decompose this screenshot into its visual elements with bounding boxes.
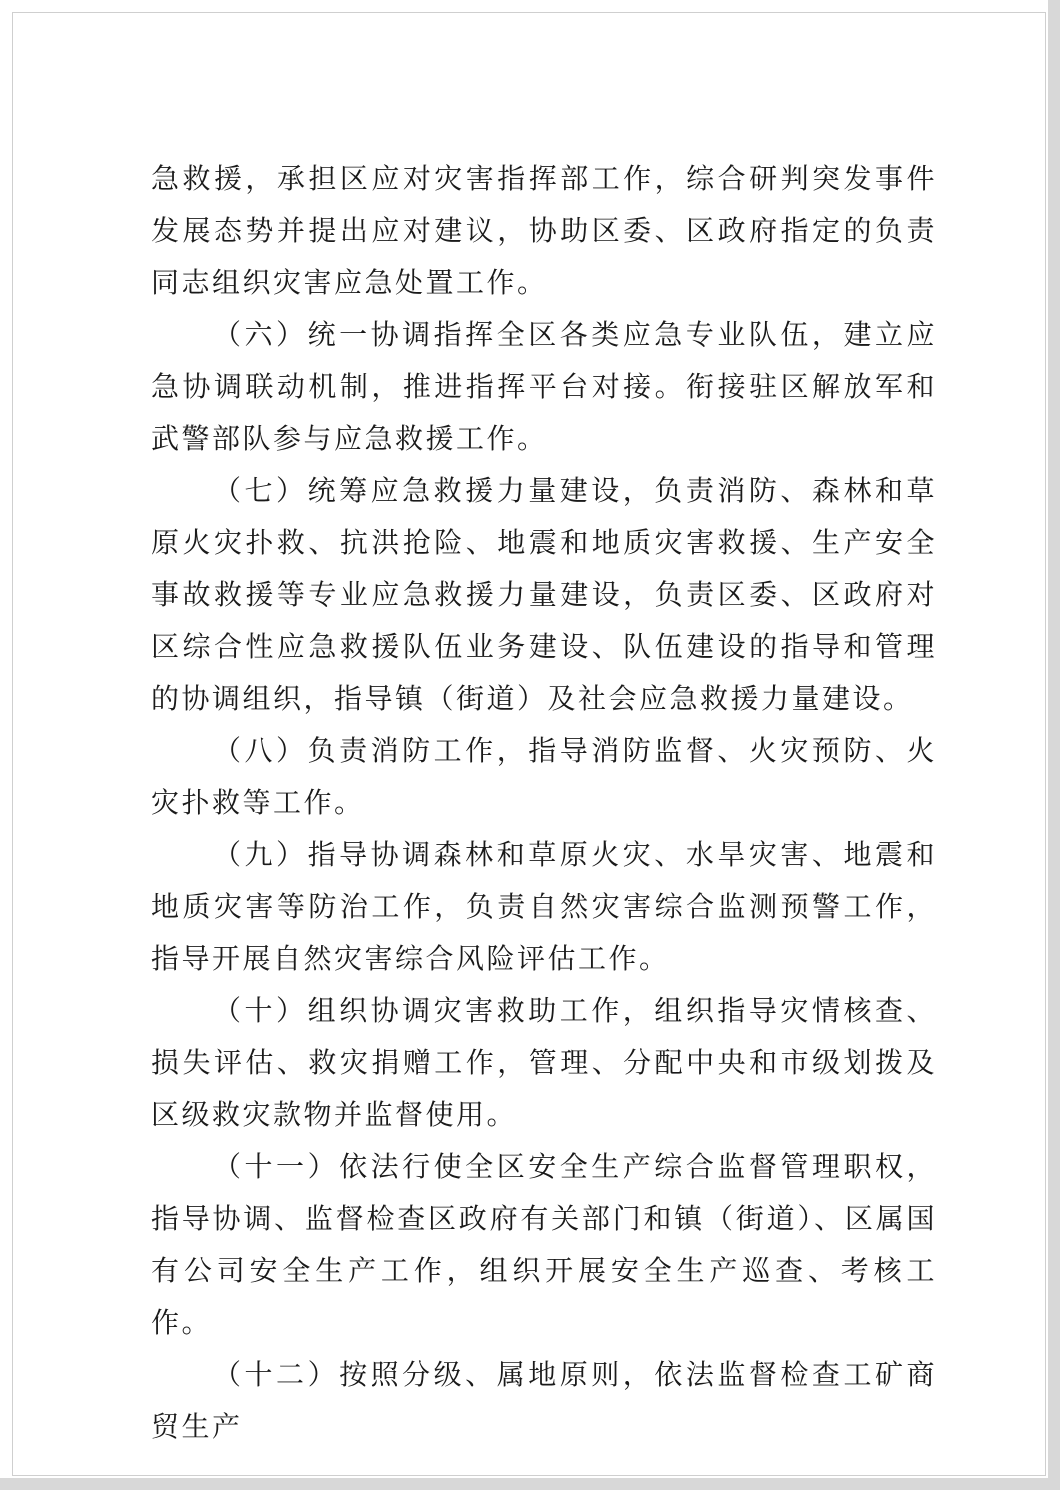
paragraph-item-10: （十）组织协调灾害救助工作，组织指导灾情核查、损失评估、救灾捐赠工作，管理、分配中央和市级划拨及区级救灾款物并监督使用。 — [151, 994, 937, 1131]
paragraph-item-11: （十一）依法行使全区安全生产综合监督管理职权，指导协调、监督检查区政府有关部门和镇（街道）、区属国有公司安全生产工作，组织开展安全生产巡查、考核工作。 — [151, 1150, 937, 1339]
paragraph-item-8: （八）负责消防工作，指导消防监督、火灾预防、火灾扑救等工作。 — [151, 734, 937, 819]
page-shadow-right — [1048, 0, 1060, 1490]
document-page — [12, 12, 1046, 1476]
paragraph-item-7: （七）统筹应急救援力量建设，负责消防、森林和草原火灾扑救、抗洪抢险、地震和地质灾害救援、生产安全事故救援等专业应急救援力量建设，负责区委、区政府对区综合性应急救援队伍业务建设、队伍建设的指导和管理的协调组织，指导镇（街道）及社会应急救援力量建设。 — [151, 474, 937, 715]
page-shadow-bottom — [0, 1478, 1060, 1490]
paragraph-item-9: （九）指导协调森林和草原火灾、水旱灾害、地震和地质灾害等防治工作，负责自然灾害综合监测预警工作，指导开展自然灾害综合风险评估工作。 — [151, 838, 937, 975]
paragraph-item-6: （六）统一协调指挥全区各类应急专业队伍，建立应急协调联动机制，推进指挥平台对接。衔接驻区解放军和武警部队参与应急救援工作。 — [151, 318, 937, 455]
paragraph-item-12: （十二）按照分级、属地原则，依法监督检查工矿商贸生产 — [151, 1358, 937, 1443]
body-text — [151, 153, 937, 1453]
paragraph-continued: 急救援，承担区应对灾害指挥部工作，综合研判突发事件发展态势并提出应对建议，协助区委、区政府指定的负责同志组织灾害应急处置工作。 — [151, 162, 937, 299]
